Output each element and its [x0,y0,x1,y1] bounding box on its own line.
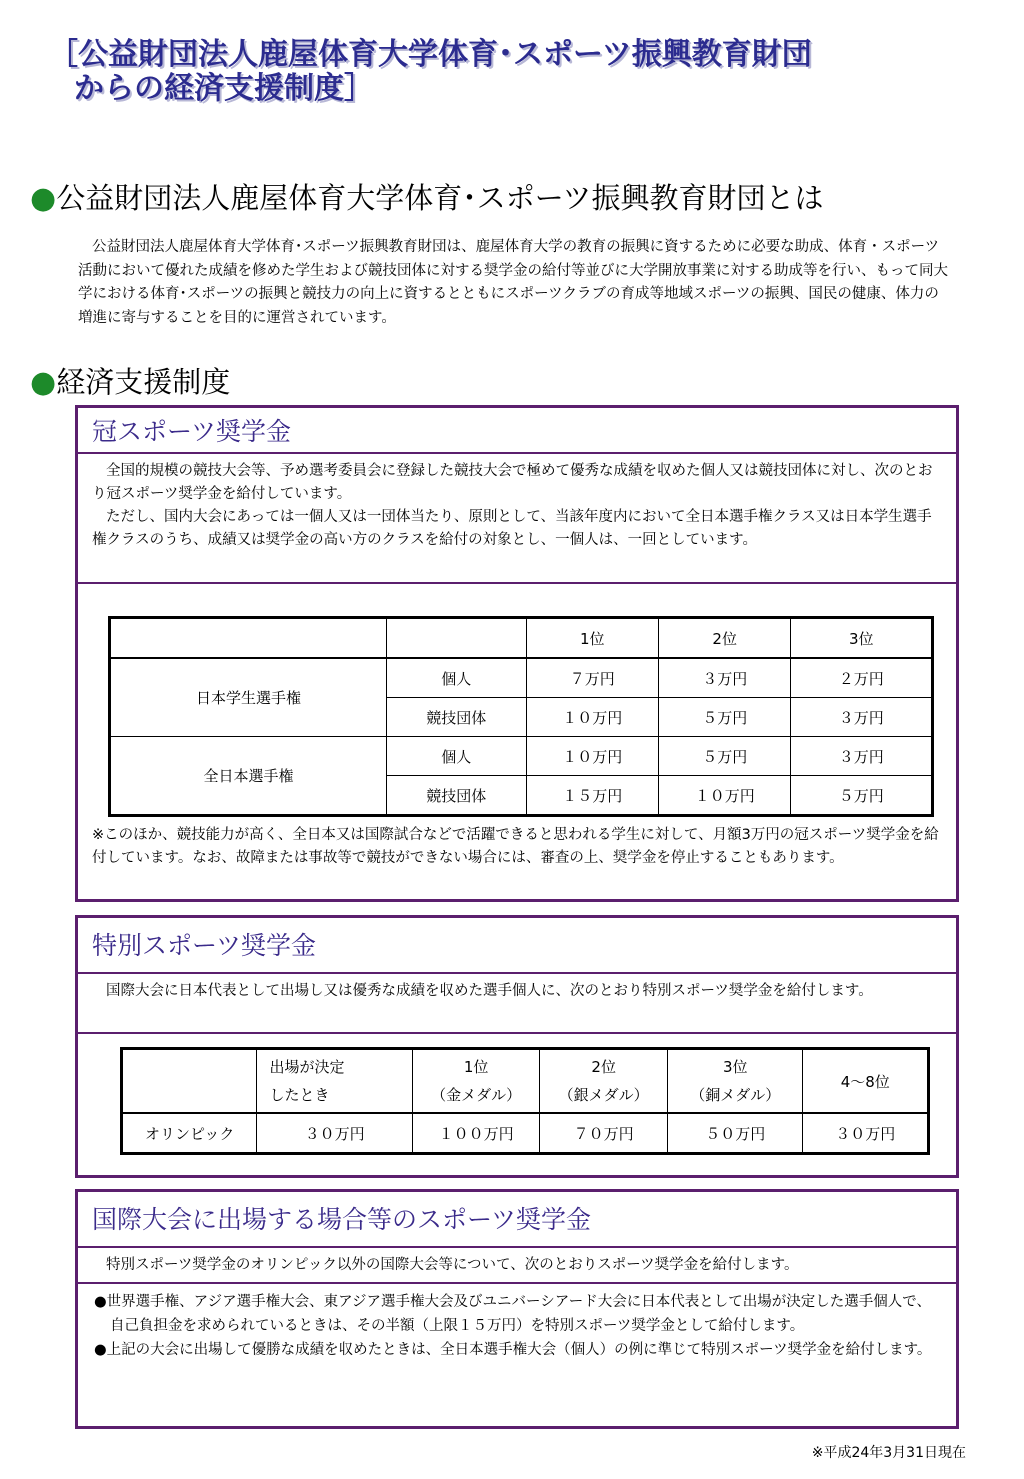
table-row [110,737,933,776]
table-group-cell: 全日本選手権 [110,737,387,816]
table-group-cell: 日本学生選手権 [110,658,387,737]
table-header-cell: 3位 [791,618,933,659]
table-cell: ３０万円 [803,1113,929,1154]
header-line: （銅メダル） [690,1086,781,1104]
table-cell: ３万円 [658,658,790,698]
table-type-cell: 競技団体 [387,698,527,737]
table-header-cell [667,1049,803,1114]
table-cell: ７万円 [526,658,658,698]
table-header-cell [257,1049,412,1114]
tokubetsu-scholarship-title: 特別スポーツ奨学金 [78,918,956,974]
kanmuri-scholarship-box [75,405,959,902]
tokubetsu-scholarship-description [78,974,956,1034]
kanmuri-desc-1: 全国的規模の競技大会等、予め選考委員会に登録した競技大会で極めて優秀な成績を収めた個人又は競技団体に対し、次のとおり冠スポーツ奨学金を給付しています。 [92,463,933,502]
page-title-line2: からの経済支援制度］ [74,71,374,106]
table-header-cell [122,1049,257,1114]
table-cell: ５万円 [658,737,790,776]
list-item: ●世界選手権、アジア選手権大会、東アジア選手権大会及びユニバーシアード大会に日本代表として出場が決定した選手個人で、自己負担金を求められているときは、その半額（上限１５万円）を特別スポーツ奨学金として給付します。 [94,1294,931,1334]
tokubetsu-desc: 国際大会に日本代表として出場し又は優秀な成績を収めた選手個人に、次のとおり特別スポーツ奨学金を給付します。 [106,983,873,999]
section-heading-foundation-text: 公益財団法人鹿屋体育大学体育･スポーツ振興教育財団とは [56,181,824,215]
kokusai-scholarship-box [75,1189,959,1429]
table-header-cell [110,618,387,659]
header-line: 3位 [722,1058,748,1076]
table-cell: ２万円 [791,658,933,698]
foundation-description: 公益財団法人鹿屋体育大学体育･スポーツ振興教育財団は、鹿屋体育大学の教育の振興に資するために必要な助成、体育・スポーツ活動において優れた成績を修めた学生および競技団体に対する奨学金の給付等並びに大学開放事業に対する助成等を行い、もって同大学における体育･スポーツの振興と競技力の向上に資するとともにスポーツクラブの育成等地域スポーツの振興、国民の健康、体力の増進に寄与することを目的に運営されています。 [78,239,948,326]
as-of-date: ※平成24年3月31日現在 [811,1445,966,1461]
table-header-cell [387,618,527,659]
kanmuri-note: ※このほか、競技能力が高く、全日本又は国際試合などで活躍できると思われる学生に対して、月額3万円の冠スポーツ奨学金を給付しています。なお、故障または事故等で競技ができない場合には、審査の上、奨学金を停止することもあります。 [92,827,939,866]
table-header-cell [412,1049,540,1114]
table-row [110,658,933,698]
table-cell: ３万円 [791,698,933,737]
header-line: （銀メダル） [558,1086,649,1104]
table-header-cell: 4～8位 [803,1049,929,1114]
bullet-icon: ● [30,365,57,400]
tokubetsu-scholarship-box [75,915,959,1178]
kanmuri-desc-2: ただし、国内大会にあっては一個人又は一団体当たり、原則として、当該年度内において全日本選手権クラス又は日本学生選手権クラスのうち、成績又は奨学金の高い方のクラスを給付の対象とし、一個人は、一回としています。 [92,509,932,548]
table-cell: ３万円 [791,737,933,776]
section-heading-support [30,364,230,401]
header-line: 2位 [591,1058,616,1076]
table-header-cell [540,1049,668,1114]
kanmuri-scholarship-description [78,454,956,584]
table-row [122,1113,929,1154]
kanmuri-amount-table [108,616,934,817]
table-cell: ５０万円 [667,1113,803,1154]
header-line: 1位 [463,1058,489,1076]
kokusai-desc: 特別スポーツ奨学金のオリンピック以外の国際大会等について、次のとおりスポーツ奨学金を給付します。 [106,1257,799,1273]
table-cell: １０万円 [526,698,658,737]
list-item: ●上記の大会に出場して優勝な成績を収めたときは、全日本選手権大会（個人）の例に準じて特別スポーツ奨学金を給付します。 [94,1342,932,1358]
header-line: したとき [269,1086,330,1104]
table-header-row [110,618,933,659]
table-cell: １０万円 [526,737,658,776]
table-header-cell: 1位 [526,618,658,659]
table-cell: １００万円 [412,1113,540,1154]
table-row-label: オリンピック [122,1113,257,1154]
bullet-icon: ● [30,181,57,216]
kokusai-scholarship-title: 国際大会に出場する場合等のスポーツ奨学金 [78,1192,956,1248]
kokusai-scholarship-description [78,1248,956,1284]
page-title-line1: ［公益財団法人鹿屋体育大学体育･スポーツ振興教育財団 [48,37,812,72]
table-cell: １５万円 [526,776,658,816]
table-header-cell: 2位 [658,618,790,659]
table-type-cell: 競技団体 [387,776,527,816]
table-cell: ３０万円 [257,1113,412,1154]
table-header-row [122,1049,929,1114]
table-type-cell: 個人 [387,737,527,776]
table-cell: ５万円 [658,698,790,737]
table-type-cell: 個人 [387,658,527,698]
table-cell: １０万円 [658,776,790,816]
kokusai-bullet-list [78,1284,956,1362]
section-heading-support-text: 経済支援制度 [56,365,231,399]
kanmuri-scholarship-title: 冠スポーツ奨学金 [78,408,956,454]
table-cell: ５万円 [791,776,933,816]
tokubetsu-amount-table [120,1047,930,1155]
header-line: 出場が決定 [269,1058,345,1076]
page-title [48,38,968,106]
section-heading-foundation [30,180,824,217]
header-line: （金メダル） [431,1086,522,1104]
table-cell: ７０万円 [540,1113,668,1154]
